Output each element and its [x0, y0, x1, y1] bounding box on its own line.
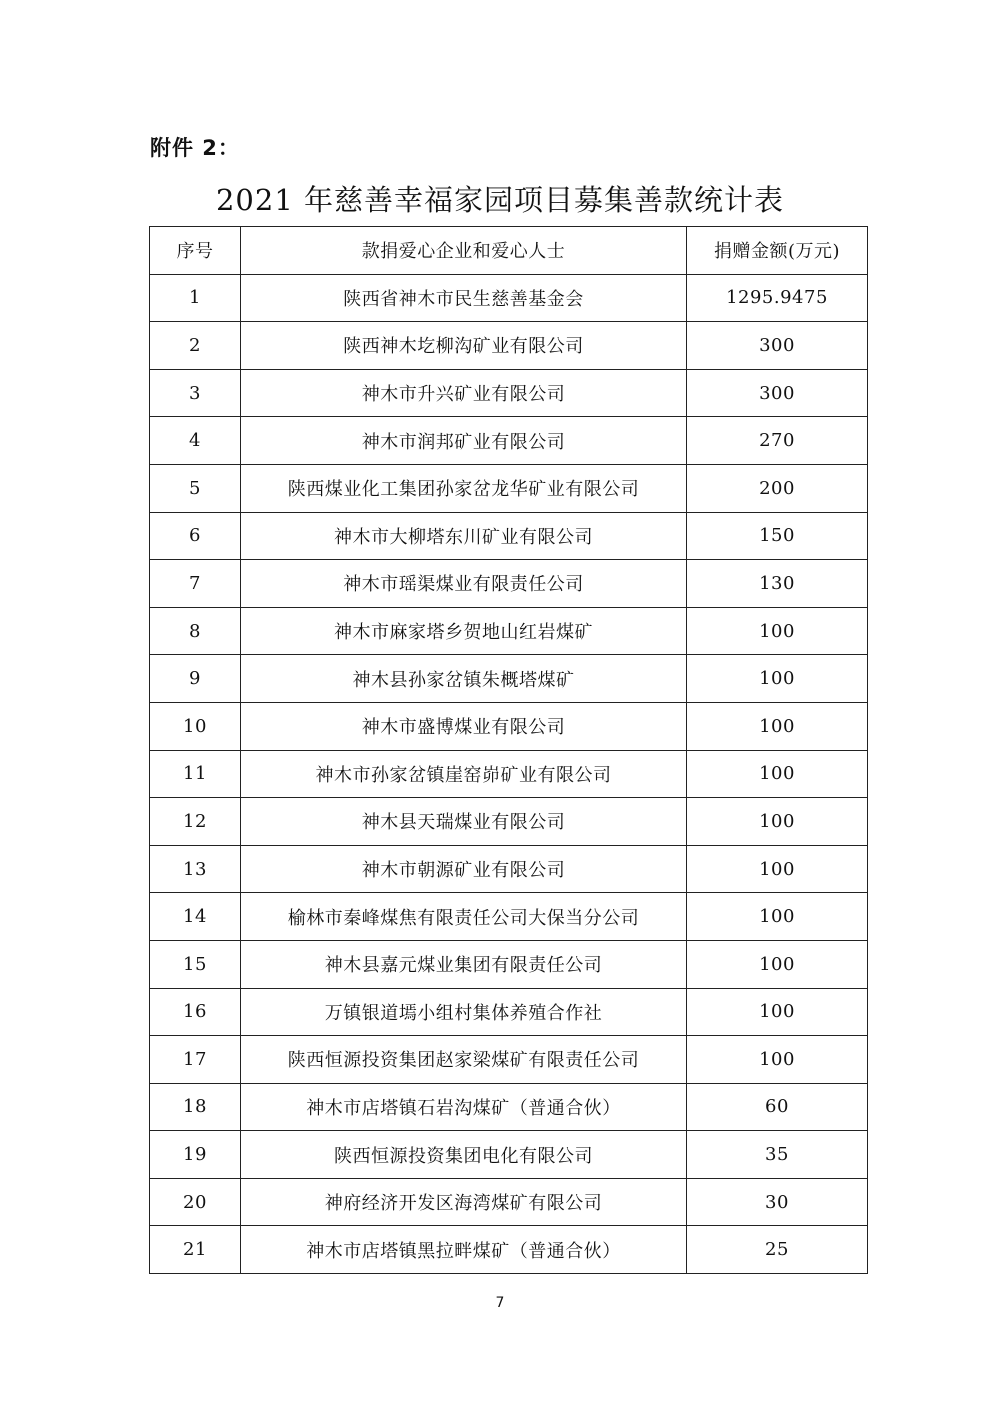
row-donor: 神木市瑶渠煤业有限责任公司 — [241, 560, 687, 608]
row-index: 13 — [150, 845, 241, 893]
row-amount: 1295.9475 — [687, 274, 868, 322]
row-index: 1 — [150, 274, 241, 322]
table-row — [150, 798, 868, 846]
row-index: 11 — [150, 750, 241, 798]
table-row — [150, 464, 868, 512]
row-index: 2 — [150, 322, 241, 370]
table-row — [150, 1036, 868, 1084]
row-index: 7 — [150, 560, 241, 608]
row-donor: 神木市润邦矿业有限公司 — [241, 417, 687, 465]
table-row — [150, 274, 868, 322]
table-row — [150, 322, 868, 370]
table-row — [150, 845, 868, 893]
page-title: 2021 年慈善幸福家园项目募集善款统计表 — [215, 183, 785, 217]
row-amount: 300 — [687, 369, 868, 417]
row-donor: 神木县天瑞煤业有限公司 — [241, 798, 687, 846]
row-amount: 100 — [687, 798, 868, 846]
row-index: 4 — [150, 417, 241, 465]
row-donor: 陕西神木圪柳沟矿业有限公司 — [241, 322, 687, 370]
row-index: 15 — [150, 940, 241, 988]
row-index: 12 — [150, 798, 241, 846]
table-row — [150, 417, 868, 465]
table-row — [150, 1178, 868, 1226]
row-index: 6 — [150, 512, 241, 560]
row-amount: 60 — [687, 1083, 868, 1131]
row-donor: 陕西省神木市民生慈善基金会 — [241, 274, 687, 322]
row-donor: 陕西恒源投资集团电化有限公司 — [241, 1131, 687, 1179]
table-row — [150, 655, 868, 703]
row-index: 21 — [150, 1226, 241, 1274]
page-number: 7 — [495, 1295, 505, 1311]
table-row — [150, 560, 868, 608]
row-donor: 神木市孙家岔镇崖窑峁矿业有限公司 — [241, 750, 687, 798]
row-amount: 100 — [687, 893, 868, 941]
row-index: 17 — [150, 1036, 241, 1084]
table-row — [150, 893, 868, 941]
row-amount: 100 — [687, 702, 868, 750]
table-body — [150, 274, 868, 1273]
row-index: 14 — [150, 893, 241, 941]
table-row — [150, 1083, 868, 1131]
table-row — [150, 1131, 868, 1179]
row-index: 20 — [150, 1178, 241, 1226]
row-donor: 神府经济开发区海湾煤矿有限公司 — [241, 1178, 687, 1226]
row-donor: 陕西恒源投资集团赵家梁煤矿有限责任公司 — [241, 1036, 687, 1084]
row-donor: 神木市店塔镇黑拉畔煤矿（普通合伙） — [241, 1226, 687, 1274]
row-amount: 200 — [687, 464, 868, 512]
donation-table — [149, 226, 868, 1274]
row-amount: 100 — [687, 750, 868, 798]
row-amount: 300 — [687, 322, 868, 370]
row-index: 18 — [150, 1083, 241, 1131]
table-row — [150, 607, 868, 655]
row-index: 10 — [150, 702, 241, 750]
row-amount: 100 — [687, 845, 868, 893]
row-amount: 35 — [687, 1131, 868, 1179]
row-donor: 榆林市秦峰煤焦有限责任公司大保当分公司 — [241, 893, 687, 941]
table-row — [150, 369, 868, 417]
row-donor: 神木县嘉元煤业集团有限责任公司 — [241, 940, 687, 988]
row-amount: 100 — [687, 655, 868, 703]
table-row — [150, 750, 868, 798]
row-donor: 陕西煤业化工集团孙家岔龙华矿业有限公司 — [241, 464, 687, 512]
row-donor: 神木市麻家塔乡贺地山红岩煤矿 — [241, 607, 687, 655]
attachment-label: 附件 2： — [150, 136, 240, 160]
row-donor: 神木市升兴矿业有限公司 — [241, 369, 687, 417]
row-index: 9 — [150, 655, 241, 703]
header-index: 序号 — [150, 227, 241, 275]
row-amount: 100 — [687, 607, 868, 655]
row-index: 5 — [150, 464, 241, 512]
row-donor: 神木市店塔镇石岩沟煤矿（普通合伙） — [241, 1083, 687, 1131]
table-row — [150, 940, 868, 988]
row-index: 19 — [150, 1131, 241, 1179]
row-donor: 神木市朝源矿业有限公司 — [241, 845, 687, 893]
row-amount: 100 — [687, 1036, 868, 1084]
row-amount: 130 — [687, 560, 868, 608]
row-index: 3 — [150, 369, 241, 417]
row-amount: 25 — [687, 1226, 868, 1274]
row-index: 16 — [150, 988, 241, 1036]
row-amount: 30 — [687, 1178, 868, 1226]
row-donor: 神木市大柳塔东川矿业有限公司 — [241, 512, 687, 560]
row-donor: 神木县孙家岔镇朱概塔煤矿 — [241, 655, 687, 703]
table-row — [150, 702, 868, 750]
row-amount: 100 — [687, 988, 868, 1036]
row-amount: 270 — [687, 417, 868, 465]
row-amount: 150 — [687, 512, 868, 560]
header-amount: 捐赠金额(万元) — [687, 227, 868, 275]
header-donor: 款捐爱心企业和爱心人士 — [241, 227, 687, 275]
table-row — [150, 512, 868, 560]
row-index: 8 — [150, 607, 241, 655]
table-header-row — [150, 227, 868, 275]
table-row — [150, 988, 868, 1036]
row-amount: 100 — [687, 940, 868, 988]
row-donor: 万镇银道墕小组村集体养殖合作社 — [241, 988, 687, 1036]
table-row — [150, 1226, 868, 1274]
row-donor: 神木市盛博煤业有限公司 — [241, 702, 687, 750]
